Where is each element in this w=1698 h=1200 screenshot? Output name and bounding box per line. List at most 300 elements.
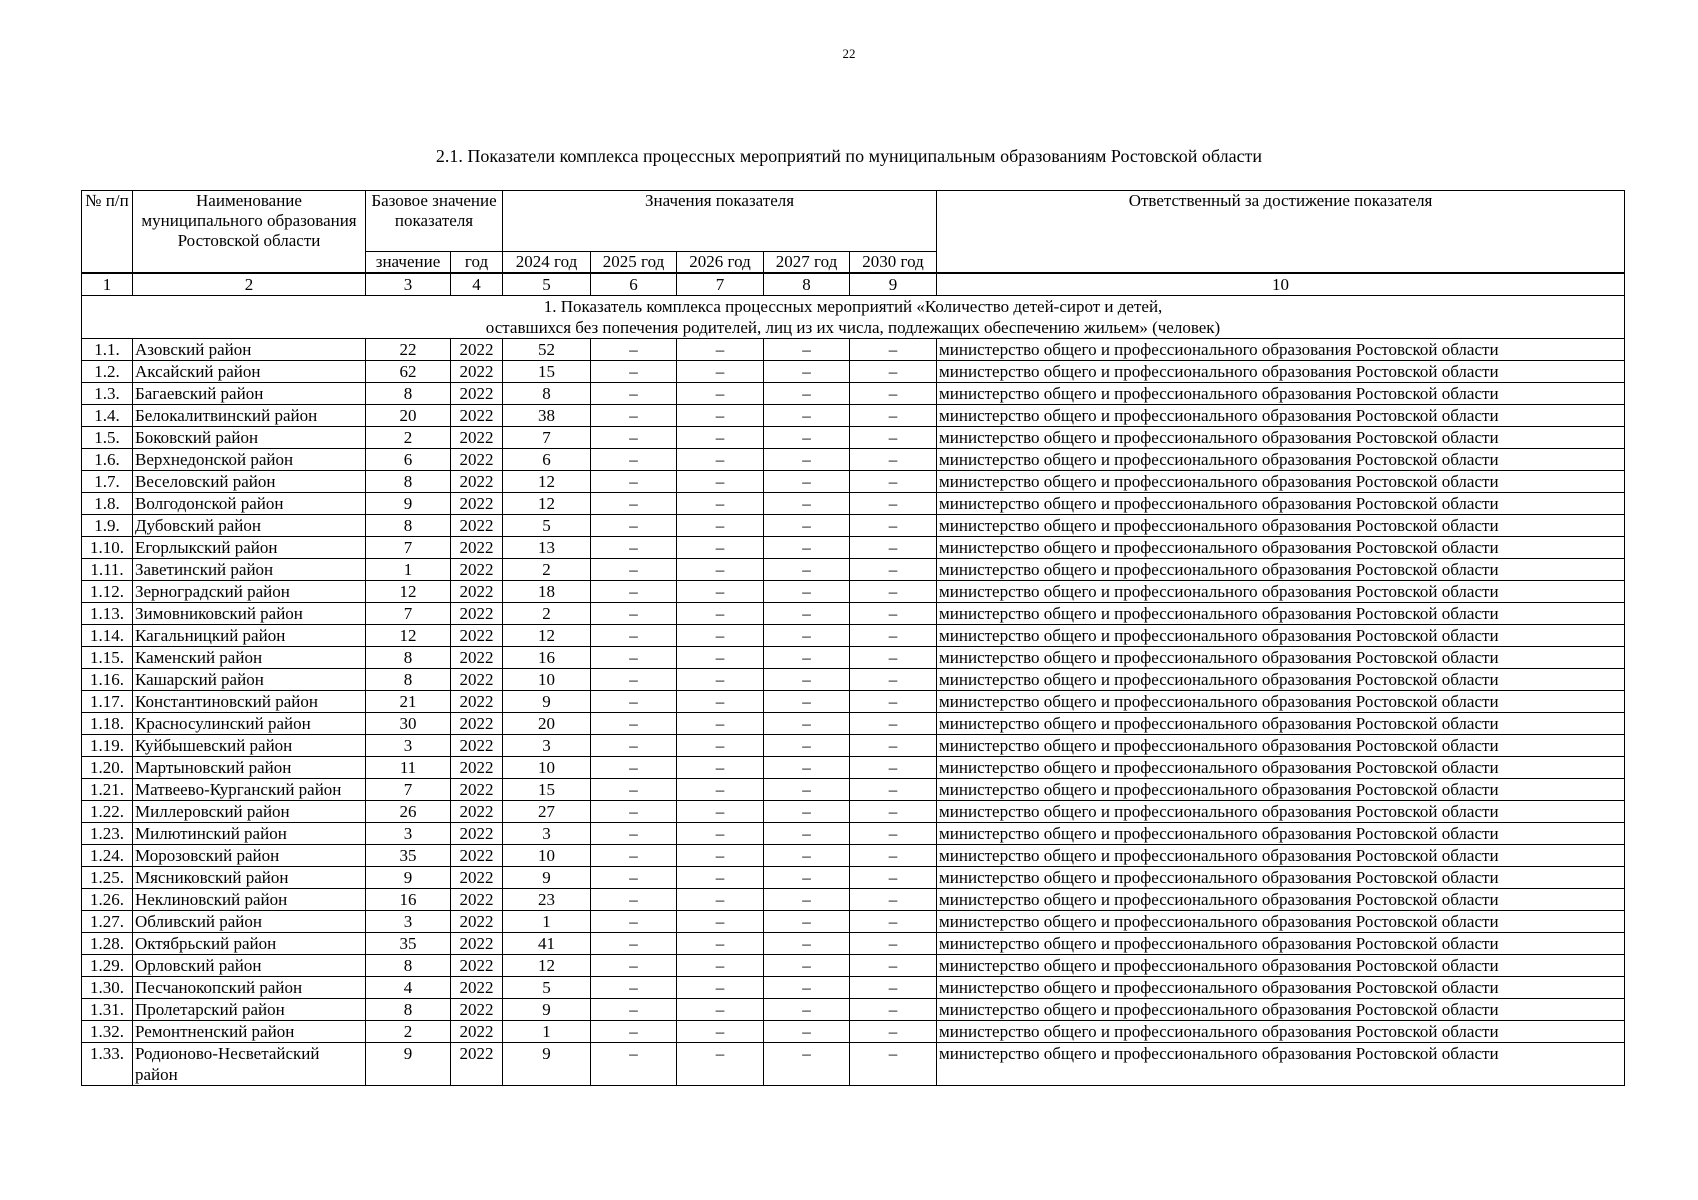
base-year: 2022 — [451, 911, 503, 933]
municipality-name: Багаевский район — [133, 383, 366, 405]
base-year: 2022 — [451, 471, 503, 493]
value-2027: – — [764, 1021, 850, 1043]
responsible: министерство общего и профессионального образования Ростовской области — [937, 933, 1625, 955]
value-2030: – — [850, 537, 937, 559]
municipality-name: Азовский район — [133, 339, 366, 361]
municipality-name: Белокалитвинский район — [133, 405, 366, 427]
value-2025: – — [591, 581, 677, 603]
base-year: 2022 — [451, 889, 503, 911]
value-2025: – — [591, 735, 677, 757]
value-2026: – — [677, 493, 764, 515]
value-2030: – — [850, 801, 937, 823]
table-row — [82, 1043, 1625, 1086]
value-2030: – — [850, 493, 937, 515]
base-value: 3 — [366, 823, 451, 845]
value-2025: – — [591, 955, 677, 977]
value-2030: – — [850, 625, 937, 647]
base-value: 62 — [366, 361, 451, 383]
table-row — [82, 559, 1625, 581]
value-2025: – — [591, 801, 677, 823]
value-2026: – — [677, 779, 764, 801]
responsible: министерство общего и профессионального образования Ростовской области — [937, 537, 1625, 559]
value-2024: 16 — [503, 647, 591, 669]
row-number: 1.32. — [82, 1021, 133, 1043]
value-2025: – — [591, 647, 677, 669]
row-number: 1.7. — [82, 471, 133, 493]
table-row — [82, 427, 1625, 449]
row-number: 1.18. — [82, 713, 133, 735]
row-number: 1.24. — [82, 845, 133, 867]
col-number: 8 — [764, 273, 850, 296]
value-2025: – — [591, 515, 677, 537]
value-2024: 20 — [503, 713, 591, 735]
municipality-name: Мясниковский район — [133, 867, 366, 889]
value-2025: – — [591, 669, 677, 691]
value-2025: – — [591, 889, 677, 911]
responsible: министерство общего и профессионального образования Ростовской области — [937, 713, 1625, 735]
row-number: 1.14. — [82, 625, 133, 647]
municipality-name: Матвеево-Курганский район — [133, 779, 366, 801]
row-number: 1.10. — [82, 537, 133, 559]
row-number: 1.8. — [82, 493, 133, 515]
value-2025: – — [591, 845, 677, 867]
value-2027: – — [764, 603, 850, 625]
base-value: 3 — [366, 911, 451, 933]
value-2026: – — [677, 889, 764, 911]
row-number: 1.3. — [82, 383, 133, 405]
value-2026: – — [677, 955, 764, 977]
value-2024: 27 — [503, 801, 591, 823]
value-2024: 23 — [503, 889, 591, 911]
base-value: 8 — [366, 955, 451, 977]
value-2025: – — [591, 625, 677, 647]
col-number: 10 — [937, 273, 1625, 296]
table-row — [82, 757, 1625, 779]
row-number: 1.20. — [82, 757, 133, 779]
base-value: 4 — [366, 977, 451, 999]
value-2025: – — [591, 713, 677, 735]
value-2025: – — [591, 1021, 677, 1043]
value-2030: – — [850, 735, 937, 757]
municipality-name: Боковский район — [133, 427, 366, 449]
responsible: министерство общего и профессионального образования Ростовской области — [937, 339, 1625, 361]
base-year: 2022 — [451, 801, 503, 823]
base-year: 2022 — [451, 493, 503, 515]
base-value: 20 — [366, 405, 451, 427]
value-2024: 52 — [503, 339, 591, 361]
value-2026: – — [677, 537, 764, 559]
value-2026: – — [677, 757, 764, 779]
table-row — [82, 977, 1625, 999]
table-row — [82, 493, 1625, 515]
responsible: министерство общего и профессионального образования Ростовской области — [937, 779, 1625, 801]
responsible: министерство общего и профессионального образования Ростовской области — [937, 1021, 1625, 1043]
value-2026: – — [677, 845, 764, 867]
base-year: 2022 — [451, 449, 503, 471]
base-year: 2022 — [451, 823, 503, 845]
table-row — [82, 889, 1625, 911]
municipality-name: Егорлыкский район — [133, 537, 366, 559]
table-row — [82, 669, 1625, 691]
value-2030: – — [850, 1043, 937, 1086]
base-value: 8 — [366, 471, 451, 493]
value-2026: – — [677, 559, 764, 581]
table-row — [82, 999, 1625, 1021]
responsible: министерство общего и профессионального образования Ростовской области — [937, 471, 1625, 493]
value-2026: – — [677, 713, 764, 735]
value-2030: – — [850, 449, 937, 471]
value-2026: – — [677, 999, 764, 1021]
base-year: 2022 — [451, 427, 503, 449]
row-number: 1.13. — [82, 603, 133, 625]
base-value: 30 — [366, 713, 451, 735]
responsible: министерство общего и профессионального образования Ростовской области — [937, 669, 1625, 691]
municipality-name: Кашарский район — [133, 669, 366, 691]
base-value: 12 — [366, 625, 451, 647]
row-number: 1.12. — [82, 581, 133, 603]
municipality-name: Мартыновский район — [133, 757, 366, 779]
base-value: 8 — [366, 515, 451, 537]
municipality-name: Песчанокопский район — [133, 977, 366, 999]
municipality-name: Ремонтненский район — [133, 1021, 366, 1043]
responsible: министерство общего и профессионального образования Ростовской области — [937, 735, 1625, 757]
table-row — [82, 449, 1625, 471]
value-2024: 12 — [503, 493, 591, 515]
header-name: Наименование муниципального образования Ростовской области — [133, 191, 366, 274]
base-year: 2022 — [451, 933, 503, 955]
municipality-name: Кагальницкий район — [133, 625, 366, 647]
value-2027: – — [764, 977, 850, 999]
value-2026: – — [677, 339, 764, 361]
value-2026: – — [677, 911, 764, 933]
value-2026: – — [677, 427, 764, 449]
value-2027: – — [764, 779, 850, 801]
value-2024: 13 — [503, 537, 591, 559]
base-value: 8 — [366, 647, 451, 669]
value-2025: – — [591, 405, 677, 427]
base-value: 9 — [366, 1043, 451, 1086]
base-year: 2022 — [451, 1043, 503, 1086]
header-values: Значения показателя — [503, 191, 937, 252]
value-2026: – — [677, 625, 764, 647]
value-2026: – — [677, 449, 764, 471]
value-2025: – — [591, 537, 677, 559]
table-row — [82, 1021, 1625, 1043]
table-row — [82, 405, 1625, 427]
base-year: 2022 — [451, 603, 503, 625]
value-2027: – — [764, 801, 850, 823]
base-year: 2022 — [451, 405, 503, 427]
value-2025: – — [591, 757, 677, 779]
responsible: министерство общего и профессионального образования Ростовской области — [937, 449, 1625, 471]
responsible: министерство общего и профессионального образования Ростовской области — [937, 955, 1625, 977]
table-row — [82, 801, 1625, 823]
indicators-table — [81, 190, 1625, 1086]
value-2025: – — [591, 779, 677, 801]
base-value: 1 — [366, 559, 451, 581]
base-value: 9 — [366, 867, 451, 889]
value-2027: – — [764, 405, 850, 427]
responsible: министерство общего и профессионального образования Ростовской области — [937, 361, 1625, 383]
value-2024: 18 — [503, 581, 591, 603]
value-2030: – — [850, 427, 937, 449]
value-2030: – — [850, 515, 937, 537]
value-2026: – — [677, 581, 764, 603]
value-2027: – — [764, 823, 850, 845]
municipality-name: Куйбышевский район — [133, 735, 366, 757]
base-value: 2 — [366, 427, 451, 449]
value-2030: – — [850, 999, 937, 1021]
base-year: 2022 — [451, 581, 503, 603]
responsible: министерство общего и профессионального образования Ростовской области — [937, 977, 1625, 999]
row-number: 1.19. — [82, 735, 133, 757]
col-number: 9 — [850, 273, 937, 296]
value-2030: – — [850, 471, 937, 493]
municipality-name: Орловский район — [133, 955, 366, 977]
value-2026: – — [677, 977, 764, 999]
value-2027: – — [764, 933, 850, 955]
value-2025: – — [591, 1043, 677, 1086]
value-2025: – — [591, 427, 677, 449]
base-value: 8 — [366, 999, 451, 1021]
municipality-name: Аксайский район — [133, 361, 366, 383]
municipality-name: Дубовский район — [133, 515, 366, 537]
document-title: 2.1. Показатели комплекса процессных мероприятий по муниципальным образованиям Ростовской области — [435, 146, 1263, 166]
value-2024: 10 — [503, 757, 591, 779]
row-number: 1.2. — [82, 361, 133, 383]
value-2027: – — [764, 581, 850, 603]
value-2024: 12 — [503, 471, 591, 493]
value-2026: – — [677, 383, 764, 405]
value-2026: – — [677, 735, 764, 757]
col-number: 6 — [591, 273, 677, 296]
base-value: 26 — [366, 801, 451, 823]
base-value: 8 — [366, 383, 451, 405]
value-2024: 1 — [503, 1021, 591, 1043]
value-2024: 10 — [503, 669, 591, 691]
header-2025: 2025 год — [591, 252, 677, 274]
value-2026: – — [677, 647, 764, 669]
row-number: 1.22. — [82, 801, 133, 823]
value-2024: 9 — [503, 1043, 591, 1086]
municipality-name: Милютинский район — [133, 823, 366, 845]
value-2025: – — [591, 493, 677, 515]
row-number: 1.1. — [82, 339, 133, 361]
base-value: 7 — [366, 603, 451, 625]
value-2025: – — [591, 867, 677, 889]
table-row — [82, 823, 1625, 845]
table-row — [82, 625, 1625, 647]
value-2025: – — [591, 603, 677, 625]
value-2025: – — [591, 933, 677, 955]
row-number: 1.29. — [82, 955, 133, 977]
row-number: 1.16. — [82, 669, 133, 691]
base-year: 2022 — [451, 999, 503, 1021]
value-2030: – — [850, 757, 937, 779]
base-value: 35 — [366, 845, 451, 867]
header-base: Базовое значение показателя — [366, 191, 503, 252]
base-year: 2022 — [451, 383, 503, 405]
responsible: министерство общего и профессионального образования Ростовской области — [937, 515, 1625, 537]
row-number: 1.6. — [82, 449, 133, 471]
value-2027: – — [764, 999, 850, 1021]
value-2027: – — [764, 339, 850, 361]
municipality-name: Неклиновский район — [133, 889, 366, 911]
value-2027: – — [764, 427, 850, 449]
value-2030: – — [850, 933, 937, 955]
value-2030: – — [850, 823, 937, 845]
value-2024: 8 — [503, 383, 591, 405]
base-value: 3 — [366, 735, 451, 757]
value-2024: 41 — [503, 933, 591, 955]
responsible: министерство общего и профессионального образования Ростовской области — [937, 603, 1625, 625]
table-row — [82, 933, 1625, 955]
municipality-name: Красносулинский район — [133, 713, 366, 735]
value-2025: – — [591, 977, 677, 999]
municipality-name: Зимовниковский район — [133, 603, 366, 625]
row-number: 1.5. — [82, 427, 133, 449]
value-2027: – — [764, 625, 850, 647]
value-2025: – — [591, 449, 677, 471]
value-2026: – — [677, 823, 764, 845]
section-title-line1: 1. Показатель комплекса процессных мероприятий «Количество детей-сирот и детей, — [543, 297, 1163, 316]
header-base-value: значение — [366, 252, 451, 274]
value-2030: – — [850, 1021, 937, 1043]
value-2030: – — [850, 691, 937, 713]
value-2030: – — [850, 669, 937, 691]
value-2027: – — [764, 449, 850, 471]
value-2030: – — [850, 889, 937, 911]
value-2024: 15 — [503, 361, 591, 383]
base-year: 2022 — [451, 515, 503, 537]
header-2030: 2030 год — [850, 252, 937, 274]
value-2026: – — [677, 1043, 764, 1086]
value-2027: – — [764, 493, 850, 515]
value-2027: – — [764, 911, 850, 933]
value-2027: – — [764, 647, 850, 669]
value-2027: – — [764, 1043, 850, 1086]
base-value: 7 — [366, 779, 451, 801]
value-2024: 15 — [503, 779, 591, 801]
value-2027: – — [764, 867, 850, 889]
value-2025: – — [591, 339, 677, 361]
value-2026: – — [677, 1021, 764, 1043]
table-row — [82, 911, 1625, 933]
table-row — [82, 383, 1625, 405]
header-2027: 2027 год — [764, 252, 850, 274]
value-2026: – — [677, 471, 764, 493]
responsible: министерство общего и профессионального образования Ростовской области — [937, 845, 1625, 867]
value-2030: – — [850, 405, 937, 427]
table-row — [82, 713, 1625, 735]
value-2027: – — [764, 889, 850, 911]
col-number: 2 — [133, 273, 366, 296]
value-2030: – — [850, 867, 937, 889]
value-2024: 9 — [503, 691, 591, 713]
value-2026: – — [677, 801, 764, 823]
responsible: министерство общего и профессионального образования Ростовской области — [937, 405, 1625, 427]
value-2024: 7 — [503, 427, 591, 449]
value-2024: 9 — [503, 867, 591, 889]
base-value: 16 — [366, 889, 451, 911]
value-2030: – — [850, 559, 937, 581]
table-row — [82, 537, 1625, 559]
responsible: министерство общего и профессионального образования Ростовской области — [937, 427, 1625, 449]
table-row — [82, 691, 1625, 713]
base-year: 2022 — [451, 625, 503, 647]
value-2024: 6 — [503, 449, 591, 471]
base-year: 2022 — [451, 845, 503, 867]
municipality-name: Миллеровский район — [133, 801, 366, 823]
base-value: 22 — [366, 339, 451, 361]
value-2025: – — [591, 691, 677, 713]
municipality-name: Зерноградский район — [133, 581, 366, 603]
municipality-name: Каменский район — [133, 647, 366, 669]
value-2024: 1 — [503, 911, 591, 933]
responsible: министерство общего и профессионального образования Ростовской области — [937, 493, 1625, 515]
responsible: министерство общего и профессионального образования Ростовской области — [937, 625, 1625, 647]
base-year: 2022 — [451, 361, 503, 383]
value-2027: – — [764, 515, 850, 537]
row-number: 1.31. — [82, 999, 133, 1021]
base-year: 2022 — [451, 955, 503, 977]
section-row — [82, 296, 1625, 339]
row-number: 1.25. — [82, 867, 133, 889]
value-2030: – — [850, 955, 937, 977]
column-numbers-row — [82, 273, 1625, 296]
value-2024: 2 — [503, 559, 591, 581]
base-year: 2022 — [451, 977, 503, 999]
base-value: 2 — [366, 1021, 451, 1043]
municipality-name: Родионово-Несветайский район — [133, 1043, 366, 1086]
header-num: № п/п — [82, 191, 133, 274]
responsible: министерство общего и профессионального образования Ростовской области — [937, 647, 1625, 669]
value-2024: 2 — [503, 603, 591, 625]
value-2026: – — [677, 361, 764, 383]
table-row — [82, 515, 1625, 537]
col-number: 4 — [451, 273, 503, 296]
value-2025: – — [591, 361, 677, 383]
base-year: 2022 — [451, 339, 503, 361]
value-2027: – — [764, 537, 850, 559]
municipality-name: Веселовский район — [133, 471, 366, 493]
row-number: 1.27. — [82, 911, 133, 933]
value-2030: – — [850, 779, 937, 801]
value-2024: 12 — [503, 955, 591, 977]
page-number: 22 — [842, 46, 856, 61]
value-2030: – — [850, 603, 937, 625]
base-value: 35 — [366, 933, 451, 955]
base-value: 21 — [366, 691, 451, 713]
table-row — [82, 471, 1625, 493]
col-number: 5 — [503, 273, 591, 296]
value-2026: – — [677, 515, 764, 537]
value-2026: – — [677, 691, 764, 713]
value-2030: – — [850, 911, 937, 933]
base-value: 7 — [366, 537, 451, 559]
value-2027: – — [764, 559, 850, 581]
municipality-name: Морозовский район — [133, 845, 366, 867]
value-2027: – — [764, 845, 850, 867]
value-2027: – — [764, 735, 850, 757]
row-number: 1.15. — [82, 647, 133, 669]
row-number: 1.21. — [82, 779, 133, 801]
municipality-name: Заветинский район — [133, 559, 366, 581]
col-number: 7 — [677, 273, 764, 296]
value-2025: – — [591, 559, 677, 581]
value-2027: – — [764, 383, 850, 405]
base-value: 8 — [366, 669, 451, 691]
